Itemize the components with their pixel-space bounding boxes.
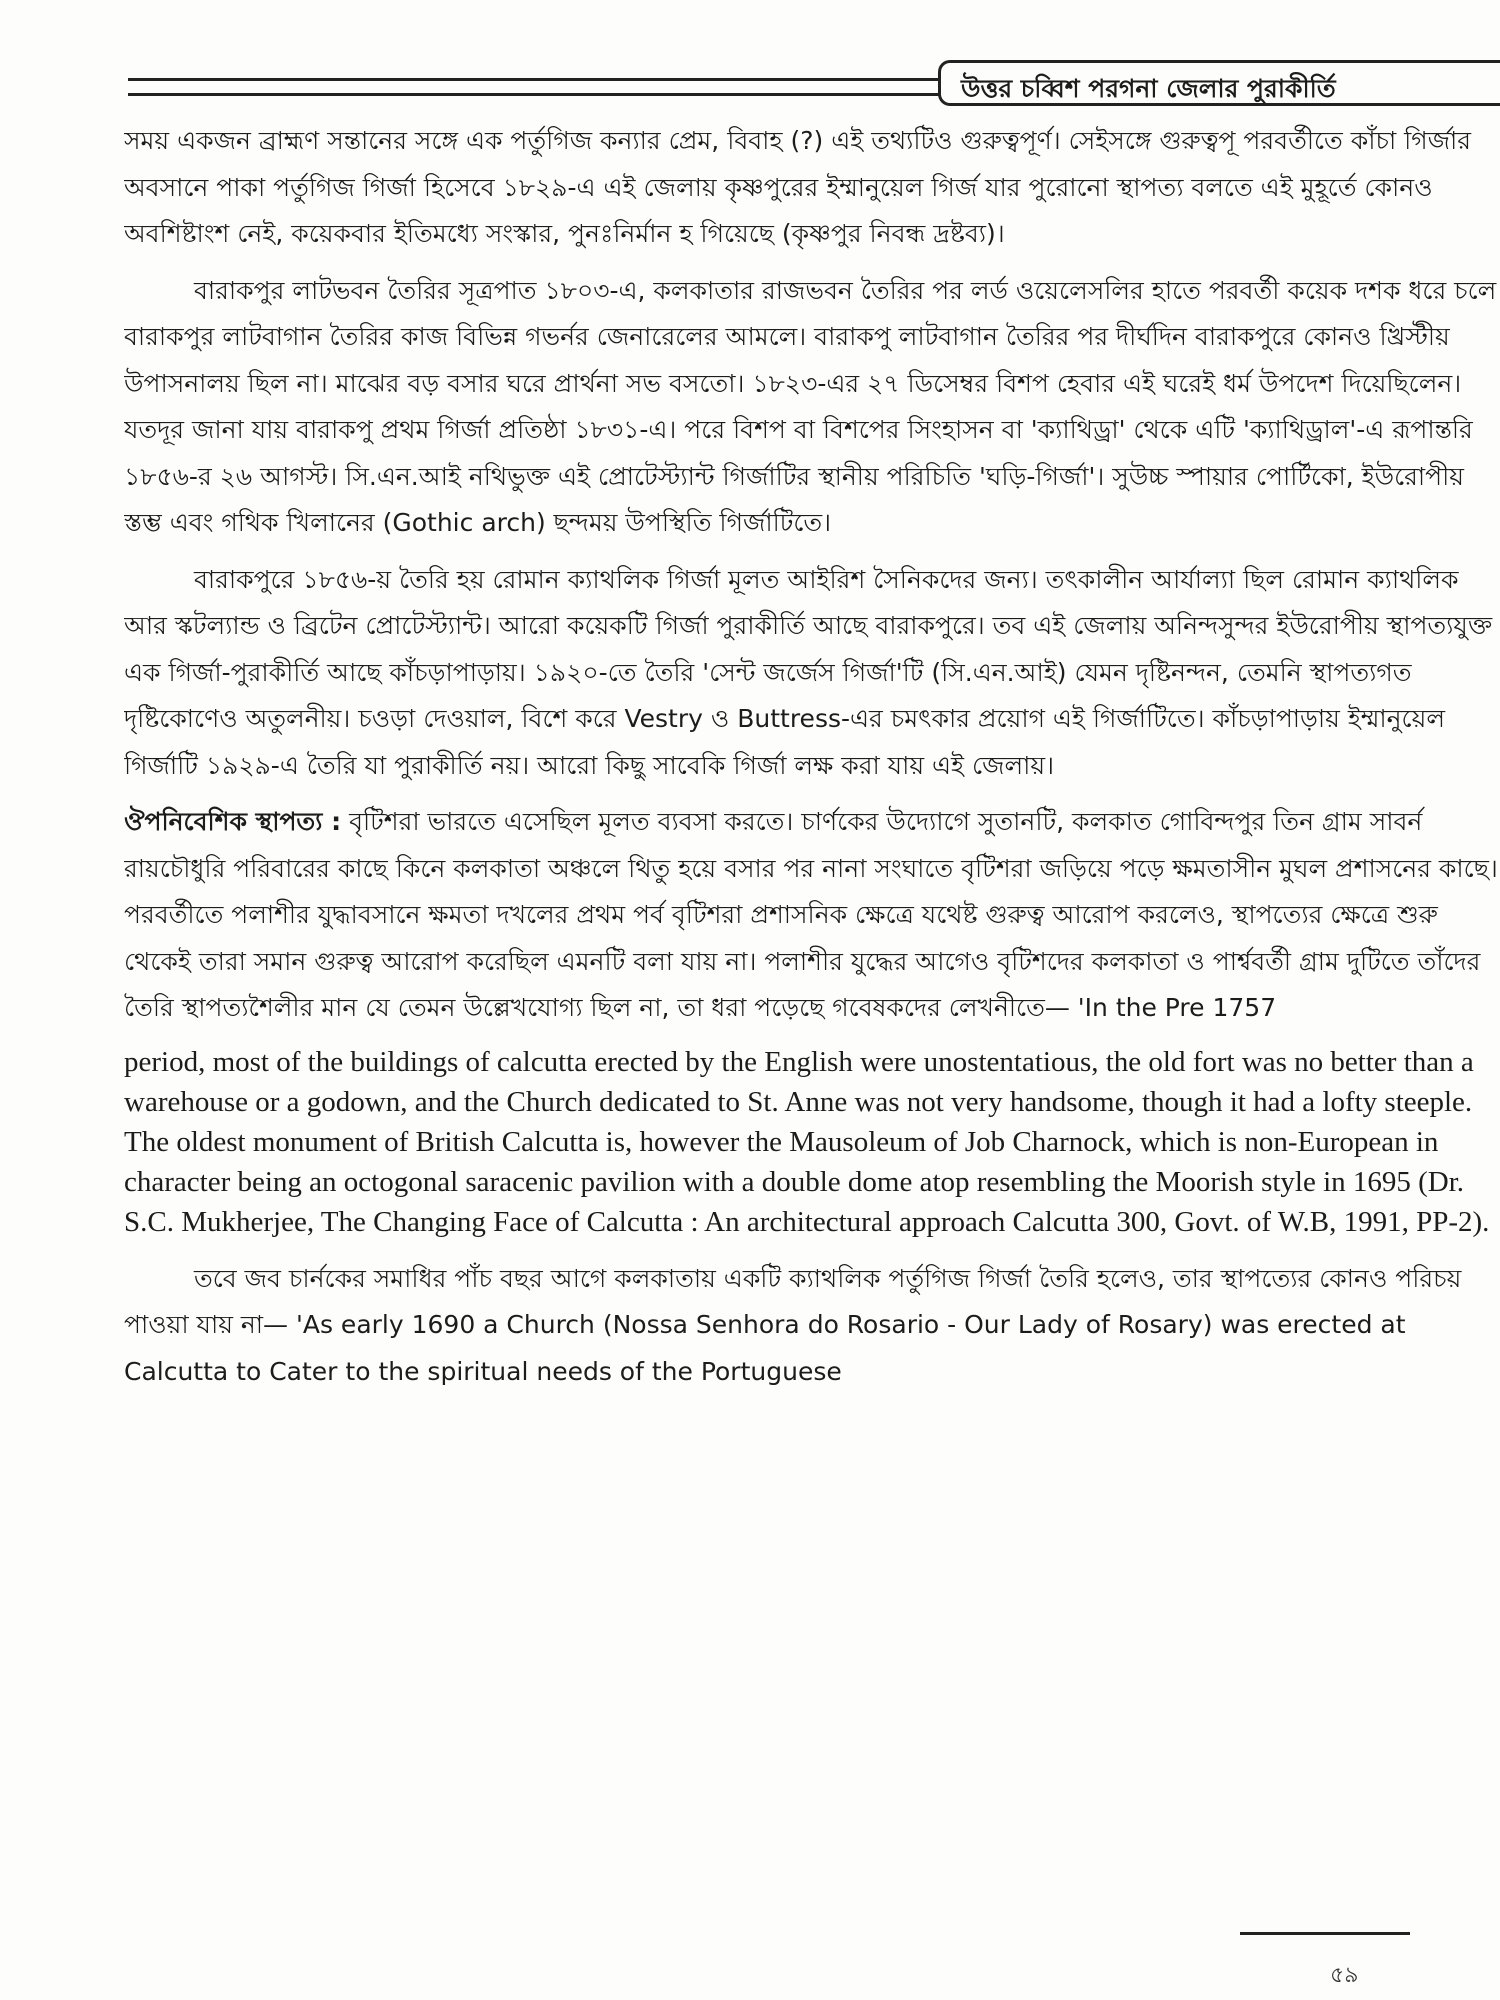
page-body	[124, 118, 1500, 1918]
paragraph-3: বারাকপুরে ১৮৫৬-য় তৈরি হয় রোমান ক্যাথলিক গির্জা মূলত আইরিশ সৈনিকদের জন্য। তৎকালীন আর্যাল্যা ছিল রোমান ক্যাথলিক আর স্কটল্যান্ড ও ব্রিটেন প্রোটেস্ট্যান্ট। আরো কয়েকটি গির্জা পুরাকীর্তি আছে বারাকপুরে। তব এই জেলায় অনিন্দসুন্দর ইউরোপীয় স্থাপত্যযুক্ত এক গির্জা-পুরাকীর্তি আছে কাঁচড়াপাড়ায়। ১৯২০-তে তৈরি 'সেন্ট জর্জেস গির্জা'টি (সি.এন.আই) যেমন দৃষ্টিনন্দন, তেমনি স্থাপত্যগত দৃষ্টিকোণেও অতুলনীয়। চওড়া দেওয়াল, বিশে করে Vestry ও Buttress-এর চমৎকার প্রয়োগ এই গির্জাটিতে। কাঁচড়াপাড়ায় ইম্মানুয়েল গির্জাটি ১৯২৯-এ তৈরি যা পুরাকীর্তি নয়। আরো কিছু সাবেকি গির্জা লক্ষ করা যায় এই জেলায়।	[124, 564, 1493, 780]
english-quotation: period, most of the buildings of calcutta erected by the English were unostentatious, the old fort was no better than a warehouse or a godown, and the Church dedicated to St. Anne was not very handsome, though it had a lofty steeple. The oldest monument of British Calcutta is, however the Mausoleum of Job Charnock, which is non-European in character being an octogonal saracenic pavilion with a double dome atop resembling the Moorish style in 1695 (Dr. S.C. Mukherjee, The Changing Face of Calcutta : An architectural approach Calcutta 300, Govt. of W.B, 1991, PP-2).	[124, 1045, 1490, 1238]
page-number: ৫৯	[1330, 1963, 1359, 1988]
footer-rule	[1240, 1932, 1410, 1935]
colonial-architecture-text: বৃটিশরা ভারতে এসেছিল মূলত ব্যবসা করতে। চার্ণকের উদ্যোগে সুতানটি, কলকাত গোবিন্দপুর তিন গ্রাম সাবর্ন রায়চৌধুরি পরিবারের কাছে কিনে কলকাতা অঞ্চলে থিতু হয়ে বসার পর নানা সংঘাতে বৃটিশরা জড়িয়ে পড়ে ক্ষমতাসীন মুঘল প্রশাসনের কাছে। পরবর্তীতে পলাশীর যুদ্ধাবসানে ক্ষমতা দখলের প্রথম পর্ব বৃটিশরা প্রশাসনিক ক্ষেত্রে যথেষ্ট গুরুত্ব আরোপ করলেও, স্থাপত্যের ক্ষেত্রে শুরু থেকেই তারা সমান গুরুত্ব আরোপ করেছিল এমনটি বলা যায় না। পলাশীর যুদ্ধের আগেও বৃটিশদের কলকাতা ও পার্শ্ববর্তী গ্রাম দুটিতে তাঁদের তৈরি স্থাপত্যশৈলীর মান যে তেমন উল্লেখযোগ্য ছিল না, তা ধরা পড়েছে গবেষকদের লেখনীতে— 'In the Pre 1757	[124, 807, 1498, 1022]
paragraph-2: বারাকপুর লাটভবন তৈরির সূত্রপাত ১৮০৩-এ, কলকাতার রাজভবন তৈরির পর লর্ড ওয়েলেসলির হাতে পরবর্তী কয়েক দশক ধরে চলে বারাকপুর লাটবাগান তৈরির কাজ বিভিন্ন গভর্নর জেনারেলের আমলে। বারাকপু লাটবাগান তৈরির পর দীর্ঘদিন বারাকপুরে কোনও খ্রিস্টীয় উপাসনালয় ছিল না। মাঝের বড় বসার ঘরে প্রার্থনা সভ বসতো। ১৮২৩-এর ২৭ ডিসেম্বর বিশপ হেবার এই ঘরেই ধর্ম উপদেশ দিয়েছিলেন। যতদূর জানা যায় বারাকপু প্রথম গির্জা প্রতিষ্ঠা ১৮৩১-এ। পরে বিশপ বা বিশপের সিংহাসন বা 'ক্যাথিড্রা' থেকে এটি 'ক্যাথিড্রাল'-এ রূপান্তরি ১৮৫৬-র ২৬ আগস্ট। সি.এন.আই নথিভুক্ত এই প্রোটেস্ট্যান্ট গির্জাটির স্থানীয় পরিচিতি 'ঘড়ি-গির্জা'। সুউচ্চ স্পায়ার পোর্টিকো, ইউরোপীয় স্তম্ভ এবং গথিক খিলানের (Gothic arch) ছন্দময় উপস্থিতি গির্জাটিতে।	[124, 275, 1497, 537]
running-header-title: উত্তর চব্বিশ পরগনা জেলার পুরাকীর্তি	[961, 74, 1336, 103]
running-header	[938, 60, 1500, 106]
section-lead-heading: ঔপনিবেশিক স্থাপত্য :	[124, 807, 342, 836]
paragraph-1: সময় একজন ব্রাহ্মণ সন্তানের সঙ্গে এক পর্তুগিজ কন্যার প্রেম, বিবাহ (?) এই তথ্যটিও গুরুত্বপূর্ণ। সেইসঙ্গে গুরুত্বপূ পরবর্তীতে কাঁচা গির্জার অবসানে পাকা পর্তুগিজ গির্জা হিসেবে ১৮২৯-এ এই জেলায় কৃষ্ণপুরের ইম্মানুয়েল গির্জ যার পুরোনো স্থাপত্য বলতে এই মুহূর্তে কোনও অবশিষ্টাংশ নেই, কয়েকবার ইতিমধ্যে সংস্কার, পুনঃনির্মান হ গিয়েছে (কৃষ্ণপুর নিবন্ধ দ্রষ্টব্য)।	[124, 126, 1472, 248]
header-rule	[128, 78, 948, 96]
paragraph-last: তবে জব চার্নকের সমাধির পাঁচ বছর আগে কলকাতায় একটি ক্যাথলিক পর্তুগিজ গির্জা তৈরি হলেও, তার স্থাপত্যের কোনও পরিচয় পাওয়া যায় না— 'As early 1690 a Church (Nossa Senhora do Rosario - Our Lady of Rosary) was erected at Calcutta to Cater to the spiritual needs of the Portuguese	[124, 1263, 1462, 1386]
colonial-architecture-paragraph	[124, 799, 1500, 1032]
